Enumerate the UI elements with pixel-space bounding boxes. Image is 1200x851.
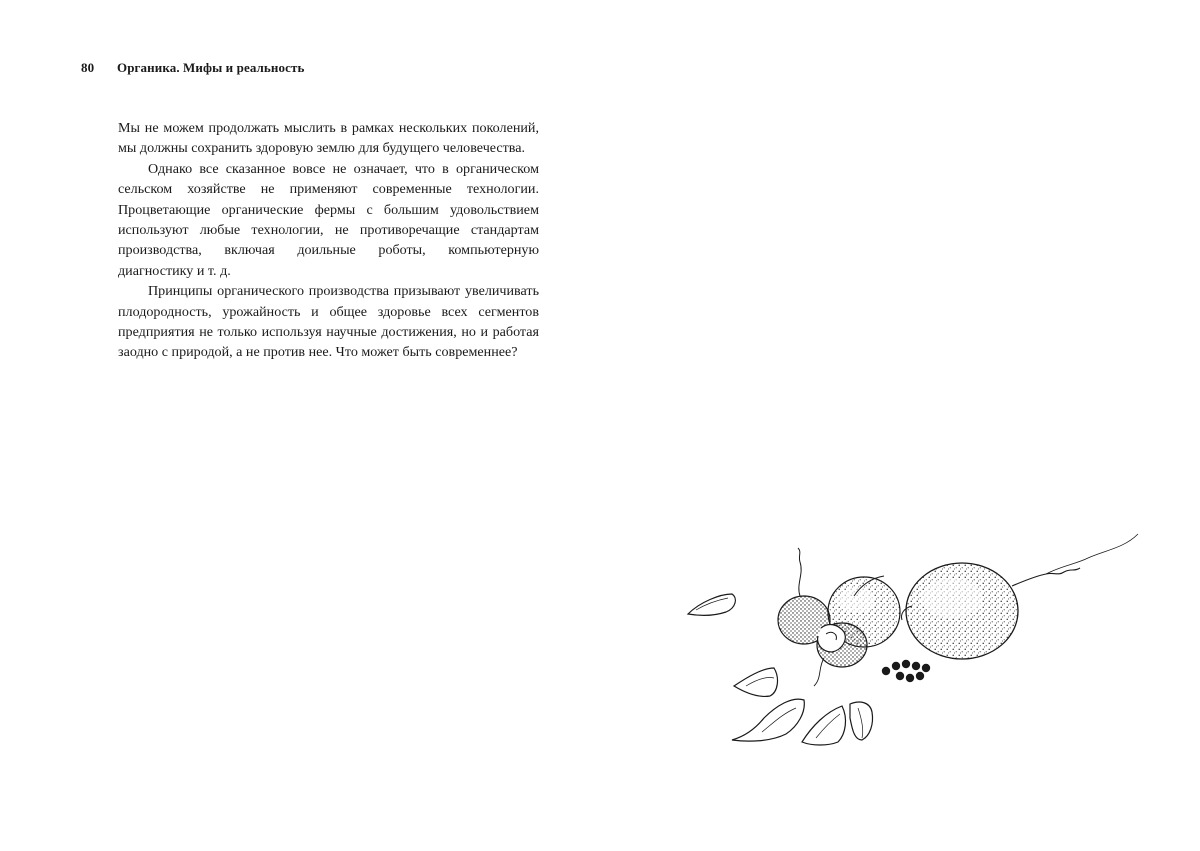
body-text: [118, 118, 539, 363]
paragraph-1: Мы не можем продолжать мыслить в рамках нескольких поколений, мы должны сохранить здоровую землю для будущего человечества.: [118, 120, 539, 157]
large-radish: [901, 534, 1138, 659]
chapter-title: Органика. Мифы и реальность: [117, 60, 305, 75]
peppercorns: [882, 660, 930, 682]
page-number: 80: [81, 60, 95, 75]
running-head: [81, 60, 304, 76]
paragraph-3: Принципы органического производства призывают увеличивать плодородность, урожайность и общее здоровье всех сегментов предприятия не только используя научные достижения, но и работая заодно с природой, а не против нее. Что может быть современнее?: [118, 283, 539, 361]
paragraph-2: Однако все сказанное вовсе не означает, что в органическом сельском хозяйстве не применяют современные технологии. Процветающие органические фермы с большим удовольствием используют любые технологии, не противоречащие стандартам производства, включая доильные роботы, компьютерную диагностику и т. д.: [118, 160, 539, 279]
radish-garlic-pepper-illustration: [676, 528, 1146, 758]
radish-cluster: [778, 548, 900, 686]
